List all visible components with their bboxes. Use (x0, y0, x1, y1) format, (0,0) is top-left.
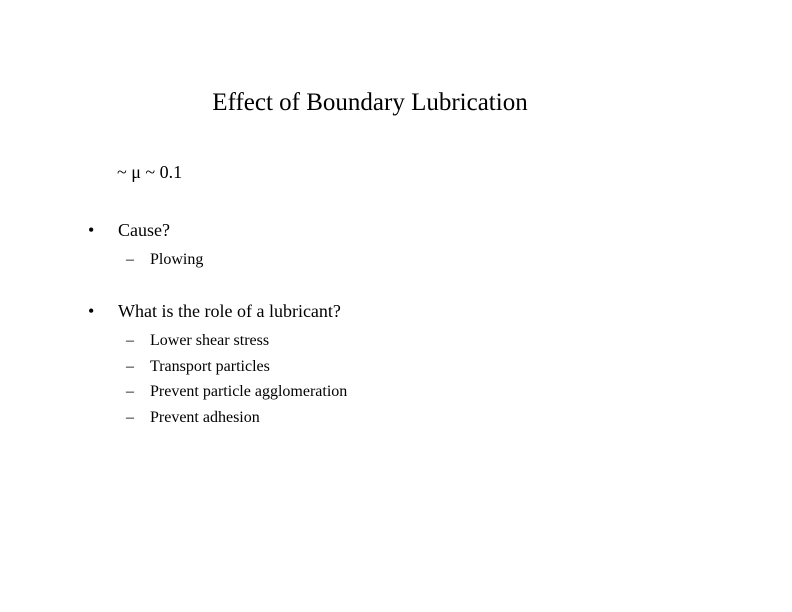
sub-list-text: Transport particles (150, 357, 270, 375)
sub-list-marker: – (126, 357, 134, 375)
sub-list-marker: – (126, 251, 134, 268)
sub-list-text: Plowing (150, 251, 204, 268)
bullet-text: What is the role of a lubricant? (118, 301, 341, 321)
sub-list-marker: – (126, 332, 134, 349)
bullet-marker: • (88, 220, 95, 240)
sub-list-text: Prevent particle agglomeration (150, 383, 348, 401)
friction-coefficient-formula: ~ μ ~ 0.1 (117, 162, 183, 182)
sub-list-text: Lower shear stress (150, 332, 270, 349)
slide-title: Effect of Boundary Lubrication (212, 89, 528, 116)
sub-list-marker: – (126, 409, 134, 427)
sub-list-text: Prevent adhesion (150, 409, 260, 427)
bullet-marker: • (88, 301, 95, 321)
sub-list-marker: – (126, 383, 134, 401)
bullet-text: Cause? (118, 220, 170, 240)
